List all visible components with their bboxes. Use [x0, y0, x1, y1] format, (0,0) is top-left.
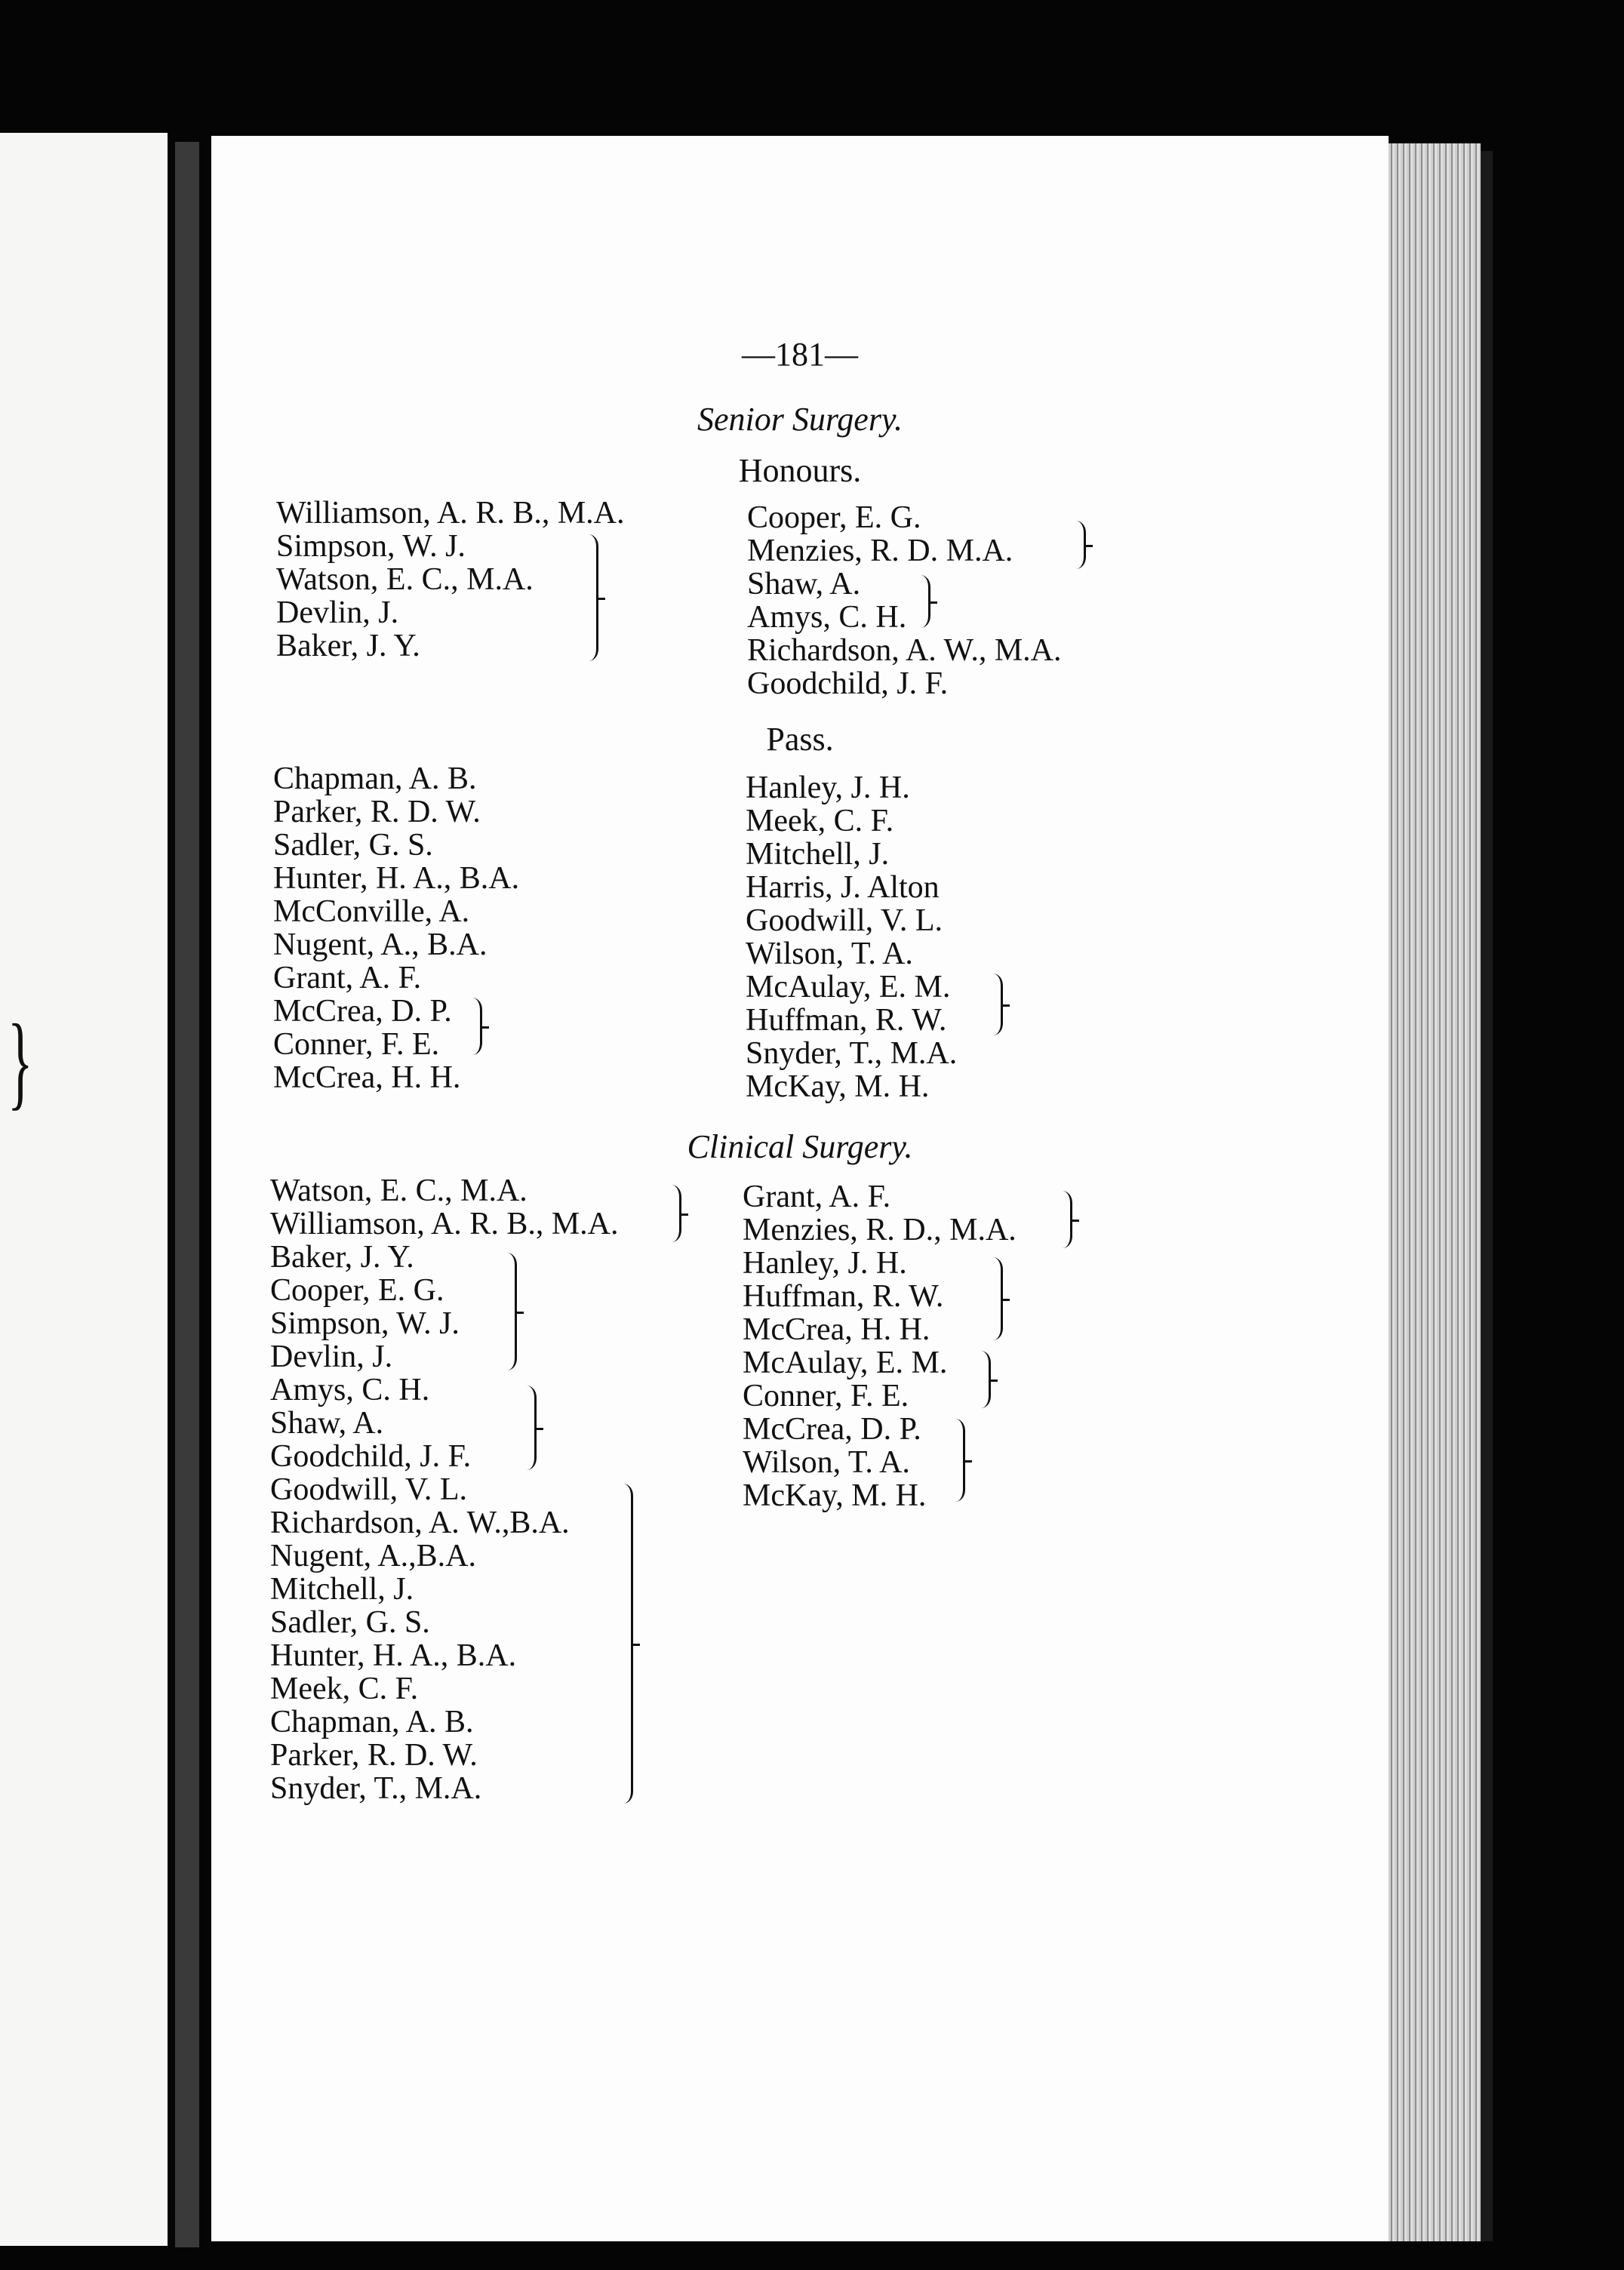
list-item: McAulay, E. M. [746, 970, 951, 1004]
bracket [1076, 521, 1086, 569]
page-edges [1389, 143, 1481, 2241]
pass-left-list [273, 762, 519, 1094]
list-item: Wilson, T. A. [746, 937, 913, 971]
list-item: Goodchild, J. F. [270, 1439, 472, 1474]
list-item: Goodwill, V. L. [270, 1472, 467, 1507]
list-item: Watson, E. C., M.A. [276, 562, 534, 597]
list-item: Goodwill, V. L. [746, 903, 943, 938]
bracket [672, 1185, 681, 1242]
list-item: Watson, E. C., M.A. [270, 1173, 527, 1208]
list-item: Richardson, A. W., M.A. [747, 633, 1062, 668]
bracket [623, 1484, 633, 1804]
bracket [507, 1253, 517, 1370]
bracket [1063, 1191, 1072, 1248]
list-item: Baker, J. Y. [270, 1240, 414, 1275]
list-item: Simpson, W. J. [270, 1306, 460, 1341]
honours-left-list [276, 497, 625, 663]
list-item: McConville, A. [273, 894, 470, 929]
list-item: Amys, C. H. [270, 1373, 430, 1407]
list-item: Menzies, R. D. M.A. [747, 534, 1013, 568]
bracket [589, 534, 598, 661]
page-number: —181— [742, 336, 858, 373]
list-item: McAulay, E. M. [743, 1346, 948, 1380]
list-item: Hunter, H. A., B.A. [273, 861, 520, 896]
list-item: Goodchild, J. F. [747, 666, 949, 701]
pass-right-list [746, 771, 957, 1103]
clinical-surgery-heading: Clinical Surgery. [687, 1128, 913, 1165]
facing-page-brace: } [8, 1003, 33, 1120]
list-item: Devlin, J. [270, 1340, 393, 1374]
list-item: Parker, R. D. W. [273, 795, 481, 829]
list-item: Harris, J. Alton [746, 870, 940, 905]
list-item: Snyder, T., M.A. [270, 1771, 482, 1806]
list-item: McCrea, D. P. [273, 994, 452, 1029]
senior-surgery-heading: Senior Surgery. [697, 401, 903, 438]
list-item: Nugent, A.,B.A. [270, 1539, 476, 1573]
list-item: Baker, J. Y. [276, 629, 420, 663]
clinical-left-list [270, 1174, 619, 1805]
pass-heading: Pass. [766, 721, 834, 758]
list-item: Menzies, R. D., M.A. [743, 1213, 1017, 1247]
list-item: Parker, R. D. W. [270, 1738, 478, 1773]
list-item: Meek, C. F. [270, 1672, 419, 1706]
list-item: Richardson, A. W.,B.A. [270, 1506, 570, 1540]
list-item: Huffman, R. W. [743, 1279, 944, 1314]
list-item: Mitchell, J. [746, 837, 890, 872]
list-item: Hanley, J. H. [746, 771, 910, 805]
bracket [993, 974, 1003, 1035]
list-item: Grant, A. F. [743, 1180, 891, 1214]
list-item: Nugent, A., B.A. [273, 927, 488, 962]
list-item: Conner, F. E. [273, 1027, 440, 1062]
list-item: Cooper, E. G. [270, 1273, 444, 1308]
list-item: Shaw, A. [747, 567, 861, 601]
list-item: Grant, A. F. [273, 961, 422, 995]
list-item: McCrea, H. H. [743, 1312, 930, 1347]
list-item: Sadler, G. S. [270, 1605, 430, 1640]
list-item: Sadler, G. S. [273, 828, 433, 863]
list-item: Cooper, E. G. [747, 500, 921, 535]
bracket [472, 998, 482, 1055]
list-item: Wilson, T. A. [743, 1445, 910, 1480]
list-item: Mitchell, J. [270, 1572, 414, 1607]
list-item: Amys, C. H. [747, 600, 907, 635]
list-item: Shaw, A. [270, 1406, 384, 1441]
list-item: McCrea, H. H. [273, 1060, 461, 1095]
honours-right-list [747, 501, 1062, 700]
bracket [921, 575, 930, 628]
list-item: Williamson, A. R. B., M.A. [270, 1207, 619, 1241]
list-item: Devlin, J. [276, 595, 399, 630]
book-gutter [175, 142, 199, 2247]
facing-page [0, 133, 168, 2246]
list-item: Williamson, A. R. B., M.A. [276, 496, 625, 531]
bracket [527, 1386, 537, 1470]
bracket [981, 1351, 991, 1408]
book-cover-edge [1481, 151, 1493, 2241]
list-item: Hanley, J. H. [743, 1246, 907, 1281]
list-item: Huffman, R. W. [746, 1003, 947, 1038]
list-item: McKay, M. H. [746, 1069, 930, 1104]
honours-heading: Honours. [738, 452, 862, 489]
list-item: Chapman, A. B. [270, 1705, 474, 1739]
list-item: McKay, M. H. [743, 1478, 927, 1513]
list-item: Snyder, T., M.A. [746, 1036, 958, 1071]
list-item: Simpson, W. J. [276, 529, 466, 564]
list-item: Conner, F. E. [743, 1379, 909, 1413]
clinical-right-list [743, 1180, 1017, 1512]
list-item: Chapman, A. B. [273, 761, 477, 796]
bracket [993, 1257, 1003, 1340]
list-item: McCrea, D. P. [743, 1412, 921, 1447]
bracket [955, 1419, 965, 1502]
list-item: Hunter, H. A., B.A. [270, 1638, 517, 1673]
list-item: Meek, C. F. [746, 804, 894, 838]
